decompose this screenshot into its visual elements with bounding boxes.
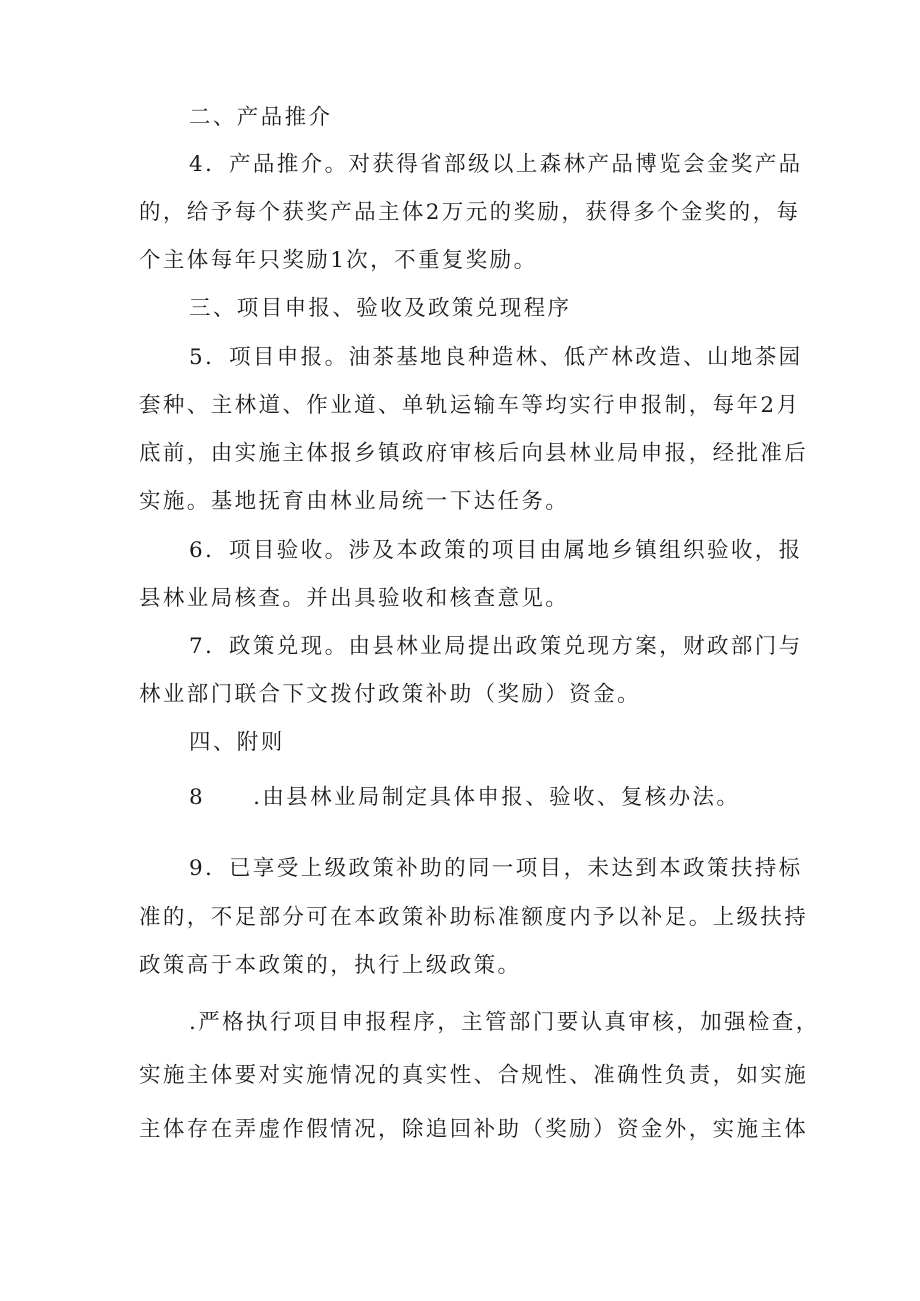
- section-heading-supplementary: 四、附则: [189, 730, 285, 755]
- item-text: .由县林业局制定具体申报、验收、复核办法。: [253, 785, 741, 810]
- paragraph-line: 县林业局核查。并出具验收和核查意见。: [139, 586, 570, 611]
- paragraph-line: 实施主体要对实施情况的真实性、合规性、准确性负责，如实施: [139, 1063, 809, 1088]
- paragraph-line: 5．项目申报。油茶基地良种造林、低产林改造、山地茶园: [189, 345, 803, 370]
- paragraph-line: 的，给予每个获奖产品主体2万元的奖励，获得多个金奖的，每: [139, 200, 801, 225]
- item-number: 8: [189, 785, 206, 810]
- paragraph-line: 6．项目验收。涉及本政策的项目由属地乡镇组织验收，报: [189, 538, 803, 563]
- paragraph-line: 底前，由实施主体报乡镇政府审核后向县林业局申报，经批准后: [139, 441, 809, 466]
- paragraph-line: 林业部门联合下文拨付政策补助（奖励）资金。: [139, 682, 641, 707]
- paragraph-line: 个主体每年只奖励1次，不重复奖励。: [139, 248, 538, 273]
- paragraph-line: 4．产品推介。对获得省部级以上森林产品博览会金奖产品: [189, 152, 803, 177]
- paragraph-line: .严格执行项目申报程序，主管部门要认真审核，加强检查，: [189, 1010, 820, 1035]
- section-heading-product-promotion: 二、产品推介: [189, 105, 333, 130]
- paragraph-line: 套种、主林道、作业道、单轨运输车等均实行申报制，每年2月: [139, 393, 801, 418]
- paragraph-line: 7．政策兑现。由县林业局提出政策兑现方案，财政部门与: [189, 634, 803, 659]
- paragraph-line: 9．已享受上级政策补助的同一项目，未达到本政策扶持标: [189, 856, 803, 881]
- paragraph-line: 准的，不足部分可在本政策补助标准额度内予以补足。上级扶持: [139, 905, 809, 930]
- paragraph-line: 实施。基地抚育由林业局统一下达任务。: [139, 489, 570, 514]
- paragraph-line: [189, 787, 839, 809]
- section-heading-procedures: 三、项目申报、验收及政策兑现程序: [189, 296, 572, 321]
- paragraph-line: 政策高于本政策的，执行上级政策。: [139, 953, 522, 978]
- paragraph-line: 主体存在弄虚作假情况，除追回补助（奖励）资金外，实施主体: [139, 1117, 809, 1142]
